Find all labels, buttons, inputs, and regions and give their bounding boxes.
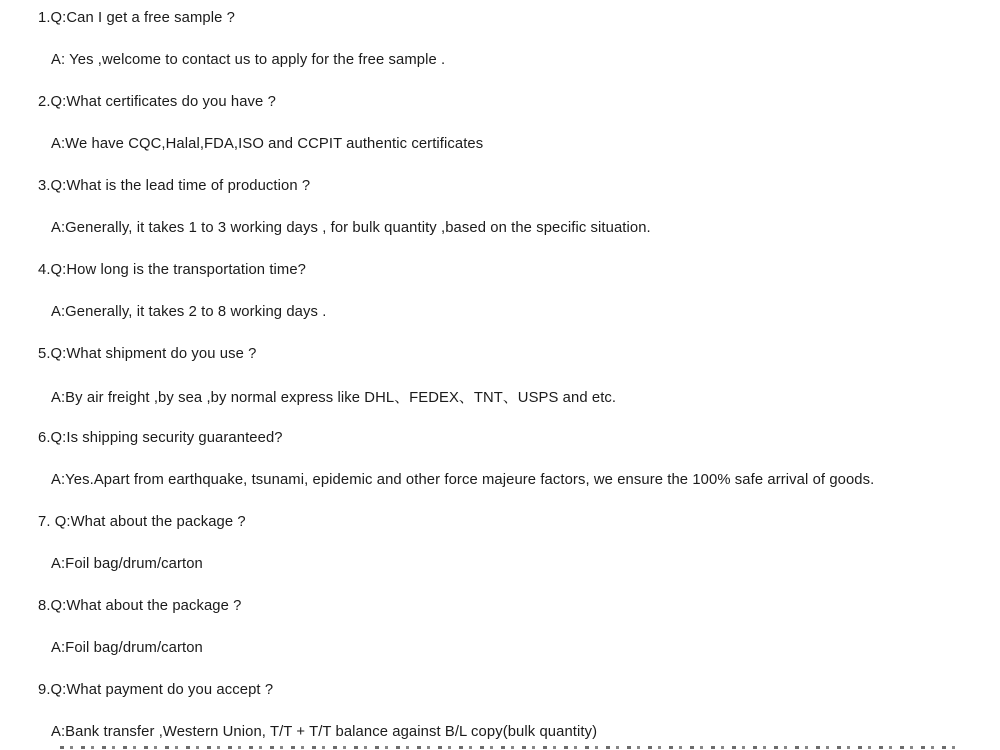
faq-answer-line: A:Bank transfer ,Western Union, T/T + T/T balance against B/L copy(bulk quantity) [51,724,598,740]
faq-question-line: 5.Q:What shipment do you use ? [38,346,257,362]
faq-question-line: 9.Q:What payment do you accept ? [38,682,274,698]
faq-answer-line: A:We have CQC,Halal,FDA,ISO and CCPIT authentic certificates [51,136,484,152]
faq-question-line: 6.Q:Is shipping security guaranteed? [38,430,283,446]
faq-answer-line: A:Foil bag/drum/carton [51,556,203,572]
faq-question-line: 4.Q:How long is the transportation time? [38,262,307,278]
faq-question-line: 1.Q:Can I get a free sample ? [38,10,236,26]
faq-answer-line: A:By air freight ,by sea ,by normal express like DHL、FEDEX、TNT、USPS and etc. [51,389,617,406]
faq-question-line: 2.Q:What certificates do you have ? [38,94,276,110]
faq-answer-line: A:Yes.Apart from earthquake, tsunami, epidemic and other force majeure factors, we ensure the 100% safe arrival of goods. [51,472,875,488]
clipped-text-line [60,746,960,749]
faq-question-line: 8.Q:What about the package ? [38,598,242,614]
faq-answer-line: A:Generally, it takes 2 to 8 working days . [51,304,327,320]
faq-answer-line: A: Yes ,welcome to contact us to apply for the free sample . [51,52,446,68]
faq-answer-line: A:Foil bag/drum/carton [51,640,203,656]
faq-answer-line: A:Generally, it takes 1 to 3 working days , for bulk quantity ,based on the specific situation. [51,220,651,236]
faq-question-line: 3.Q:What is the lead time of production ? [38,178,311,194]
faq-question-line: 7. Q:What about the package ? [38,514,246,530]
